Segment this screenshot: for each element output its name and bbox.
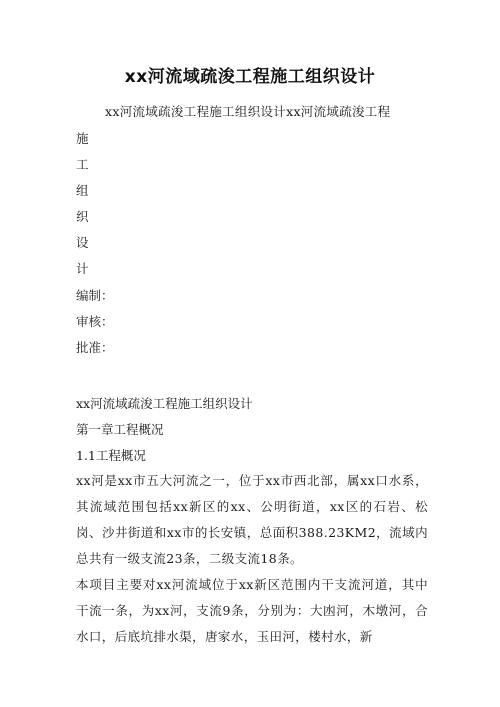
paragraph-overview: xx河是xx市五大河流之一，位于xx市西北部，属xx口水系，其流域范围包括xx新区的xx、公明街道，xx区的石岩、松岗、沙井街道和xx市的长安镇，总面积388.23KM2，流域内总共有一级支流23条，二级支流18条。 — [76, 473, 428, 566]
vertical-char-2: 工 — [76, 157, 89, 172]
vertical-char-1: 施 — [76, 131, 89, 146]
section-heading: 1.1工程概况 — [76, 448, 146, 463]
reviewed-by-field: 审核： — [76, 314, 114, 329]
paragraph-project-scope: 本项目主要对xx河流域位于xx新区范围内干支流河道，其中干流一条，为xx河，支流9条，分别为：大凼河，木墩河，合水口，后底坑排水渠，唐家水，玉田河，楼村水，新 — [76, 577, 428, 644]
compiled-by-field: 编制： — [76, 288, 114, 303]
vertical-char-3: 组 — [76, 183, 89, 198]
document-title: xx河流域疏浚工程施工组织设计 — [124, 67, 376, 87]
vertical-char-4: 织 — [76, 209, 89, 224]
vertical-char-5: 设 — [76, 235, 89, 250]
approved-by-field: 批准： — [76, 340, 114, 355]
body-heading: xx河流域疏浚工程施工组织设计 — [76, 396, 253, 411]
chapter-heading: 第一章工程概况 — [76, 422, 164, 437]
document-subtitle: xx河流域疏浚工程施工组织设计xx河流域疏浚工程 — [105, 104, 391, 119]
vertical-char-6: 计 — [76, 261, 89, 276]
